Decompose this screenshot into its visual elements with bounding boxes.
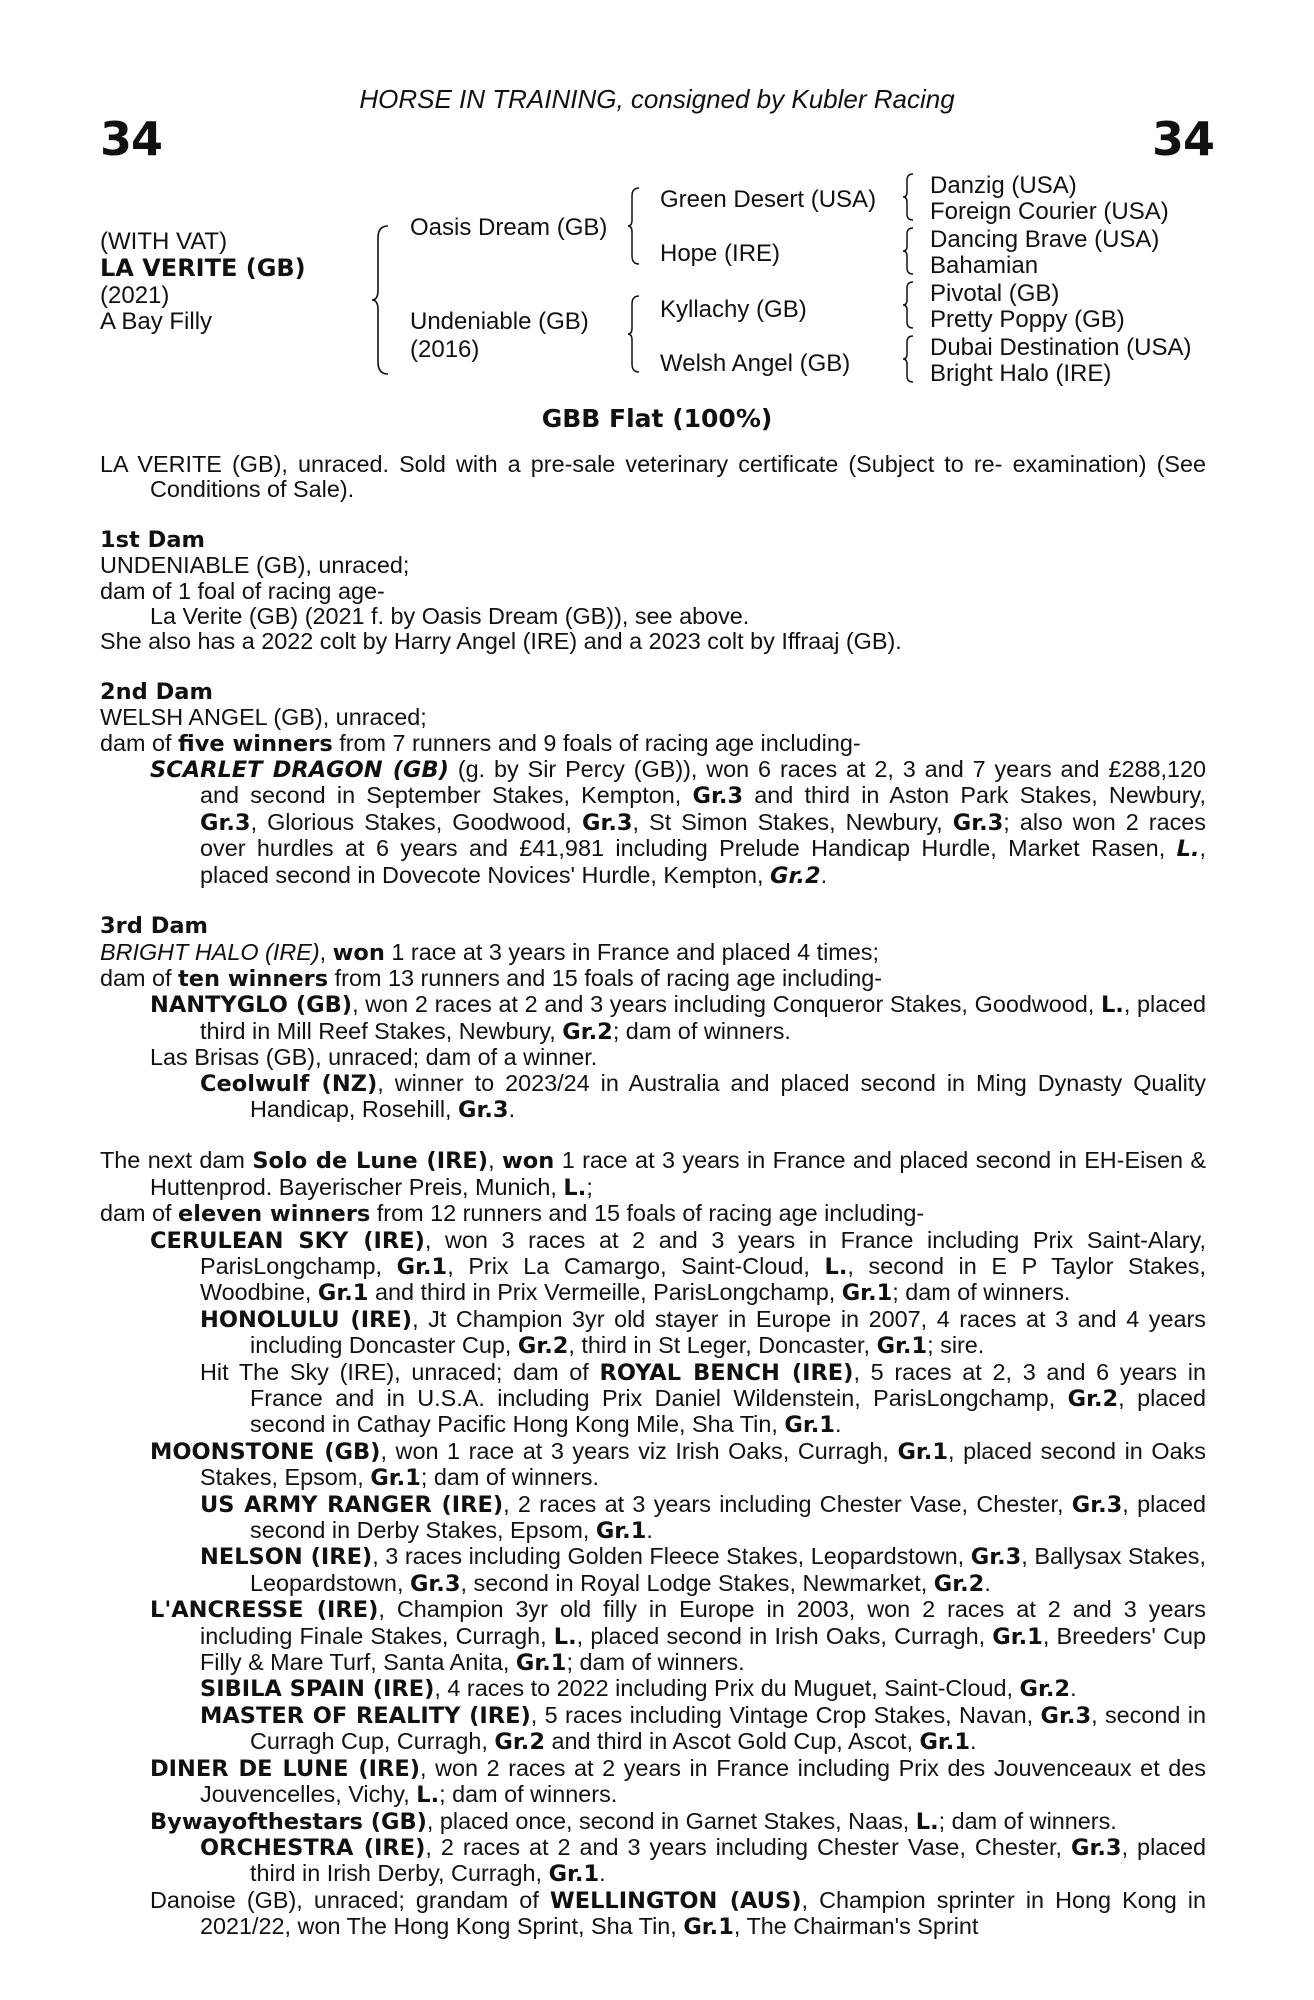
sire-name: Oasis Dream (GB): [410, 214, 608, 241]
progeny-us-army-ranger: US ARMY RANGER (IRE), 2 races at 3 years including Chester Vase, Chester, Gr.3, placed second in Derby Stakes, Epsom, Gr.1.: [200, 1490, 1207, 1545]
progeny-nantyglo: NANTYGLO (GB), won 2 races at 2 and 3 years including Conqueror Stakes, Goodwood, L., placed third in Mill Reef Stakes, Newbury, Gr.2; dam of winners.: [150, 991, 1206, 1045]
first-dam-heading: 1st Dam: [100, 526, 205, 553]
progeny-sibila-spain: SIBILA SPAIN (IRE), 4 races to 2022 including Prix du Muguet, Saint-Cloud, Gr.2.: [200, 1675, 1077, 1703]
ggp-7: Dubai Destination (USA): [930, 334, 1192, 361]
progeny-hit-the-sky: Hit The Sky (IRE), unraced; dam of ROYAL BENCH (IRE), 5 races at 2, 3 and 6 years in France and in U.S.A. including Prix Daniel Wildenstein, ParisLongchamp, Gr.2, placed second in Cathay Pacific Hong Kong Mile, Sha Tin, Gr.1.: [200, 1358, 1206, 1439]
ggp-4: Bahamian: [930, 252, 1039, 279]
dam-year: (2016): [410, 336, 480, 363]
progeny-bywayofthestars: Bywayofthestars (GB), placed once, second in Garnet Stakes, Naas, L.; dam of winners.: [150, 1807, 1117, 1835]
catalogue-text: [100, 452, 1206, 1941]
progeny-danoise: Danoise (GB), unraced; grandam of WELLINGTON (AUS), Champion sprinter in Hong Kong in 2021/22, won The Hong Kong Sprint, Sha Tin, Gr.1, The Chairman's Sprint: [150, 1886, 1206, 1941]
progeny-moonstone: MOONSTONE (GB), won 1 race at 3 years viz Irish Oaks, Curragh, Gr.1, placed second in Oaks Stakes, Epsom, Gr.1; dam of winners.: [150, 1437, 1206, 1492]
first-dam-foals: dam of 1 foal of racing age-: [100, 577, 385, 604]
sire-sire: Green Desert (USA): [660, 186, 877, 213]
ggp-6: Pretty Poppy (GB): [930, 306, 1125, 333]
ggp-brace-2: [902, 226, 916, 276]
second-dam-heading: 2nd Dam: [100, 678, 213, 705]
grade-label: GBB Flat (100%): [541, 404, 773, 433]
progeny-ceolwulf: Ceolwulf (NZ), winner to 2023/24 in Australia and placed second in Ming Dynasty Quality Handicap, Rosehill, Gr.3.: [200, 1069, 1206, 1123]
next-dam-line: The next dam Solo de Lune (IRE), won 1 race at 3 years in France and placed second in EH-Eisen & Huttenprod. Bayerischer Preis, Munich, L.;: [100, 1147, 1207, 1201]
progeny-las-brisas: Las Brisas (GB), unraced; dam of a winner.: [150, 1044, 598, 1071]
ggp-1: Danzig (USA): [930, 172, 1077, 199]
ggp-5: Pivotal (GB): [930, 280, 1060, 307]
progeny-diner-de-lune: DINER DE LUNE (IRE), won 2 races at 2 years in France including Prix des Jouvenceaux et des Jouvencelles, Vichy, L.; dam of winners.: [150, 1754, 1206, 1809]
dam-brace: [626, 294, 642, 374]
progeny-nelson: NELSON (IRE), 3 races including Golden Fleece Stakes, Leopardstown, Gr.3, Ballysax Stakes, Leopardstown, Gr.3, second in Royal Lodge Stakes, Newmarket, Gr.2.: [200, 1543, 1206, 1597]
lot-number-left: 34: [100, 112, 163, 166]
third-dam-foals: dam of ten winners from 13 runners and 15 foals of racing age including-: [100, 964, 883, 992]
progeny-cerulean-sky: CERULEAN SKY (IRE), won 3 races at 2 and 3 years in France including Prix Saint-Alary, ParisLongchamp, Gr.1, Prix La Camargo, Saint-Cloud, L., second in E P Taylor Stakes, Woodbine, Gr.1 and third in Prix Vermeille, ParisLongchamp, Gr.1; dam of winners.: [150, 1226, 1206, 1307]
horse-name: LA VERITE (GB): [100, 254, 306, 282]
page-header: HORSE IN TRAINING, consigned by Kubler Racing: [359, 84, 955, 114]
progeny-scarlet-dragon: SCARLET DRAGON (GB) (g. by Sir Percy (GB)), won 6 races at 2, 3 and 7 years and £288,120 and second in September Stakes, Kempton, Gr.3 and third in Aston Park Stakes, Newbury, Gr.3, Glorious Stakes, Goodwood, Gr.3, St Simon Stakes, Newbury, Gr.3; also won 2 races over hurdles at 6 years and £41,981 including Prelude Handicap Hurdle, Market Rasen, L., placed second in Dovecote Novices' Hurdle, Kempton, Gr.2.: [150, 756, 1207, 889]
vat-label: (WITH VAT): [100, 228, 228, 255]
next-dam-foals: dam of eleven winners from 12 runners and 15 foals of racing age including-: [100, 1200, 925, 1228]
second-dam-line: WELSH ANGEL (GB), unraced;: [100, 704, 427, 731]
ggp-brace-4: [902, 334, 916, 384]
first-dam-note: She also has a 2022 colt by Harry Angel (IRE) and a 2023 colt by Iffraaj (GB).: [100, 628, 902, 655]
dam-dam: Welsh Angel (GB): [660, 350, 851, 377]
ggp-2: Foreign Courier (USA): [930, 198, 1169, 225]
second-dam-foals: dam of five winners from 7 runners and 9 foals of racing age including-: [100, 729, 861, 757]
ggp-3: Dancing Brave (USA): [930, 226, 1160, 253]
ggp-brace-3: [902, 280, 916, 330]
horse-description: A Bay Filly: [100, 308, 213, 335]
progeny-master-of-reality: MASTER OF REALITY (IRE), 5 races including Vintage Crop Stakes, Navan, Gr.3, second in Curragh Cup, Curragh, Gr.2 and third in Ascot Gold Cup, Ascot, Gr.1.: [200, 1701, 1206, 1756]
horse-year: (2021): [100, 282, 170, 309]
pedigree-brace-main: [370, 224, 392, 376]
dam-name: Undeniable (GB): [410, 308, 589, 335]
progeny-orchestra: ORCHESTRA (IRE), 2 races at 2 and 3 years including Chester Vase, Chester, Gr.3, placed third in Irish Derby, Curragh, Gr.1.: [200, 1833, 1206, 1888]
first-dam-line: UNDENIABLE (GB), unraced;: [100, 552, 410, 579]
intro-paragraph: LA VERITE (GB), unraced. Sold with a pre-sale veterinary certificate (Subject to re- examination) (See Conditions of Sale).: [100, 451, 1206, 503]
first-dam-progeny: La Verite (GB) (2021 f. by Oasis Dream (GB)), see above.: [150, 603, 750, 630]
pedigree-table: [0, 172, 1314, 402]
sire-dam: Hope (IRE): [660, 240, 781, 267]
progeny-honolulu: HONOLULU (IRE), Jt Champion 3yr old stayer in Europe in 2007, 4 races at 3 and 4 years including Doncaster Cup, Gr.2, third in St Leger, Doncaster, Gr.1; sire.: [200, 1305, 1206, 1360]
ggp-8: Bright Halo (IRE): [930, 360, 1112, 387]
lot-number-right: 34: [1151, 112, 1214, 166]
progeny-lancresse: L'ANCRESSE (IRE), Champion 3yr old filly in Europe in 2003, won 2 races at 2 and 3 years including Finale Stakes, Curragh, L., placed second in Irish Oaks, Curragh, Gr.1, Breeders' Cup Filly & Mare Turf, Santa Anita, Gr.1; dam of winners.: [150, 1596, 1206, 1677]
ggp-brace-1: [902, 172, 916, 222]
dam-sire: Kyllachy (GB): [660, 296, 807, 323]
sire-brace: [626, 186, 642, 266]
third-dam-line: BRIGHT HALO (IRE), won 1 race at 3 years in France and placed 4 times;: [100, 938, 879, 966]
third-dam-heading: 3rd Dam: [100, 913, 208, 940]
